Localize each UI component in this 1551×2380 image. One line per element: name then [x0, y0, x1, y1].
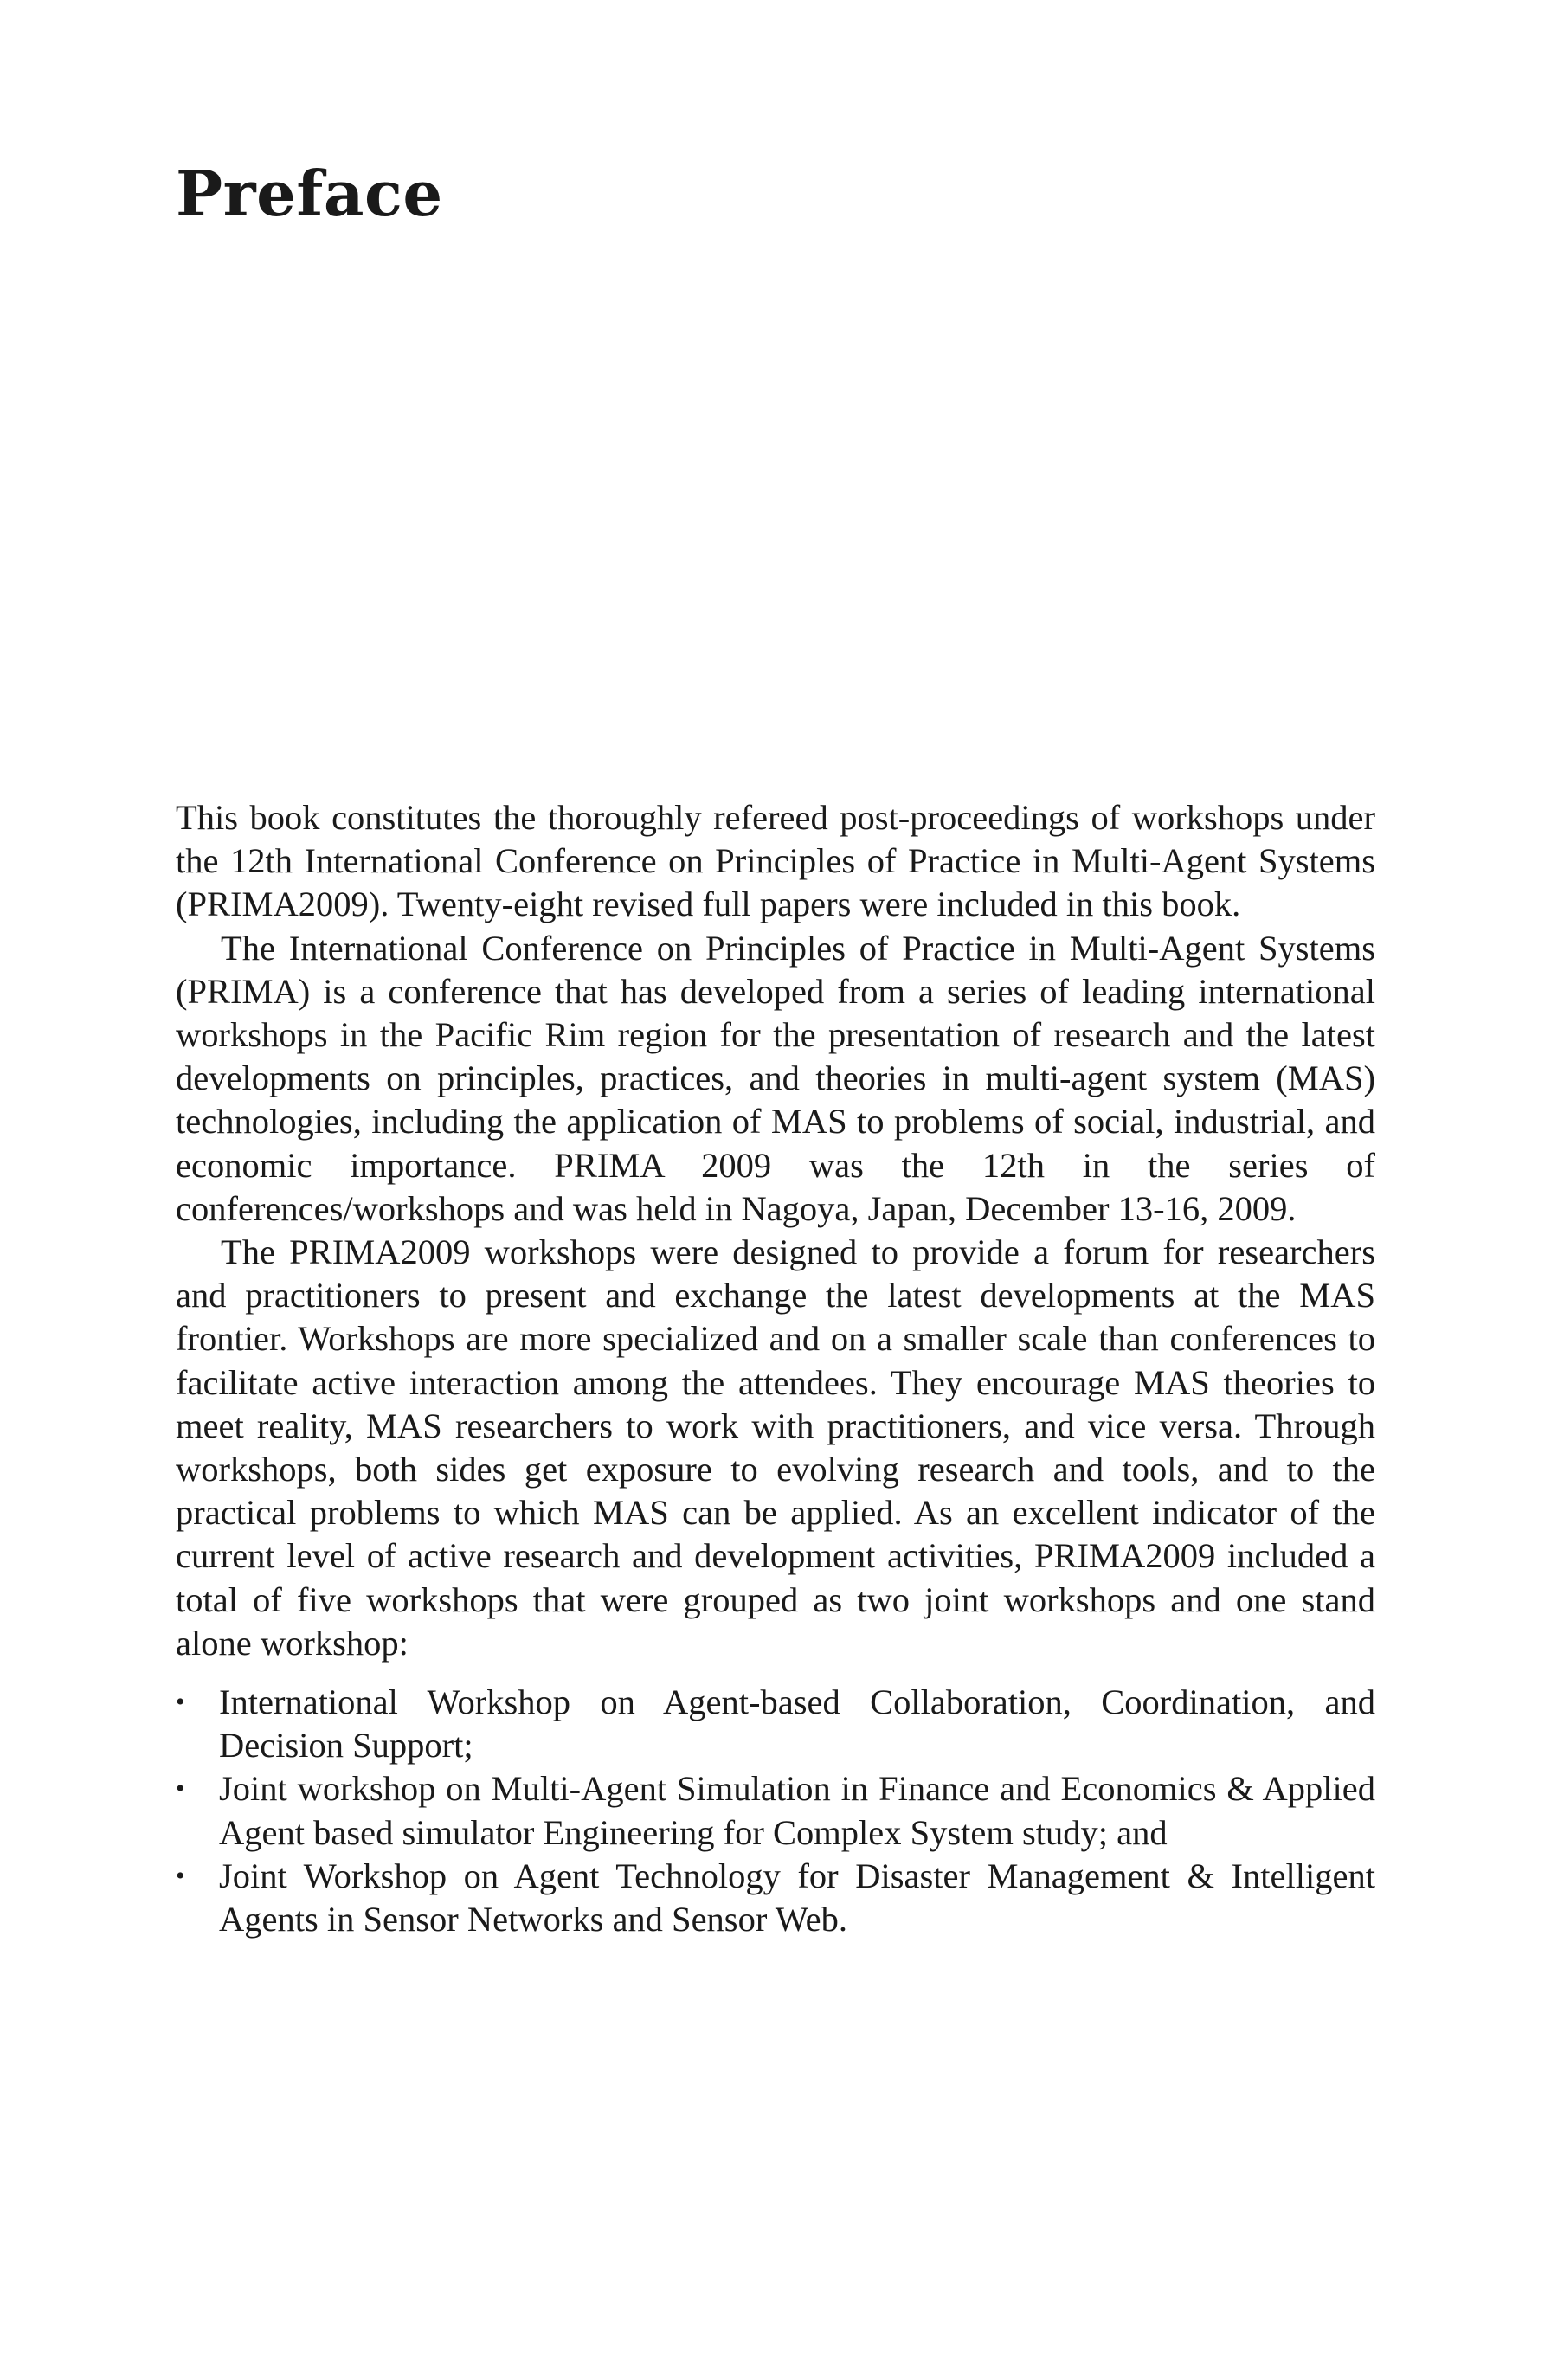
paragraph-conference: The International Conference on Principles of Practice in Multi-Agent Systems (PRIMA) is a conference that has developed from a series of leading international workshops in the Pacific Rim region for the presentation of research and the latest developments on principles, practices, and theories in multi-agent system (MAS) technologies, including the application of MAS to problems of social, industrial, and economic importance. PRIMA 2009 was the 12th in the series of conferences/workshops and was held in Nagoya, Japan, December 13-16, 2009. — [176, 928, 1375, 1228]
paragraph-workshops: The PRIMA2009 workshops were designed to provide a forum for researchers and practitioners to present and exchange the latest developments at the MAS frontier. Workshops are more specialized and on a smaller scale than conferences to facilitate active interaction among the attendees. They encourage MAS theories to meet reality, MAS researchers to work with practitioners, and vice versa. Through workshops, both sides get exposure to evolving research and tools, and to the practical problems to which MAS can be applied. As an excellent indicator of the current level of active research and development activities, PRIMA2009 included a total of five workshops that were grouped as two joint workshops and one stand alone workshop: — [176, 1232, 1375, 1663]
workshop-list — [176, 1681, 1375, 1941]
bullet-icon: • — [176, 1688, 185, 1717]
list-item — [176, 1855, 1375, 1941]
paragraph-intro: This book constitutes the thoroughly refereed post-proceedings of workshops under the 12th International Conference on Principles of Practice in Multi-Agent Systems (PRIMA2009). Twenty-eight revised full papers were included in this book. — [176, 798, 1375, 924]
bullet-icon: • — [176, 1861, 185, 1890]
workshop-item-text: Joint workshop on Multi-Agent Simulation in Finance and Economics & Applied Agent based simulator Engineering for Complex System study; and — [219, 1769, 1375, 1852]
workshop-item-text: Joint Workshop on Agent Technology for Disaster Management & Intelligent Agents in Sensor Networks and Sensor Web. — [219, 1856, 1375, 1939]
list-item — [176, 1767, 1375, 1854]
list-item — [176, 1681, 1375, 1767]
bullet-icon: • — [176, 1774, 185, 1804]
workshop-item-text: International Workshop on Agent-based Collaboration, Coordination, and Decision Support; — [219, 1682, 1375, 1766]
preface-body — [176, 796, 1375, 1941]
page-title: Preface — [176, 157, 443, 230]
